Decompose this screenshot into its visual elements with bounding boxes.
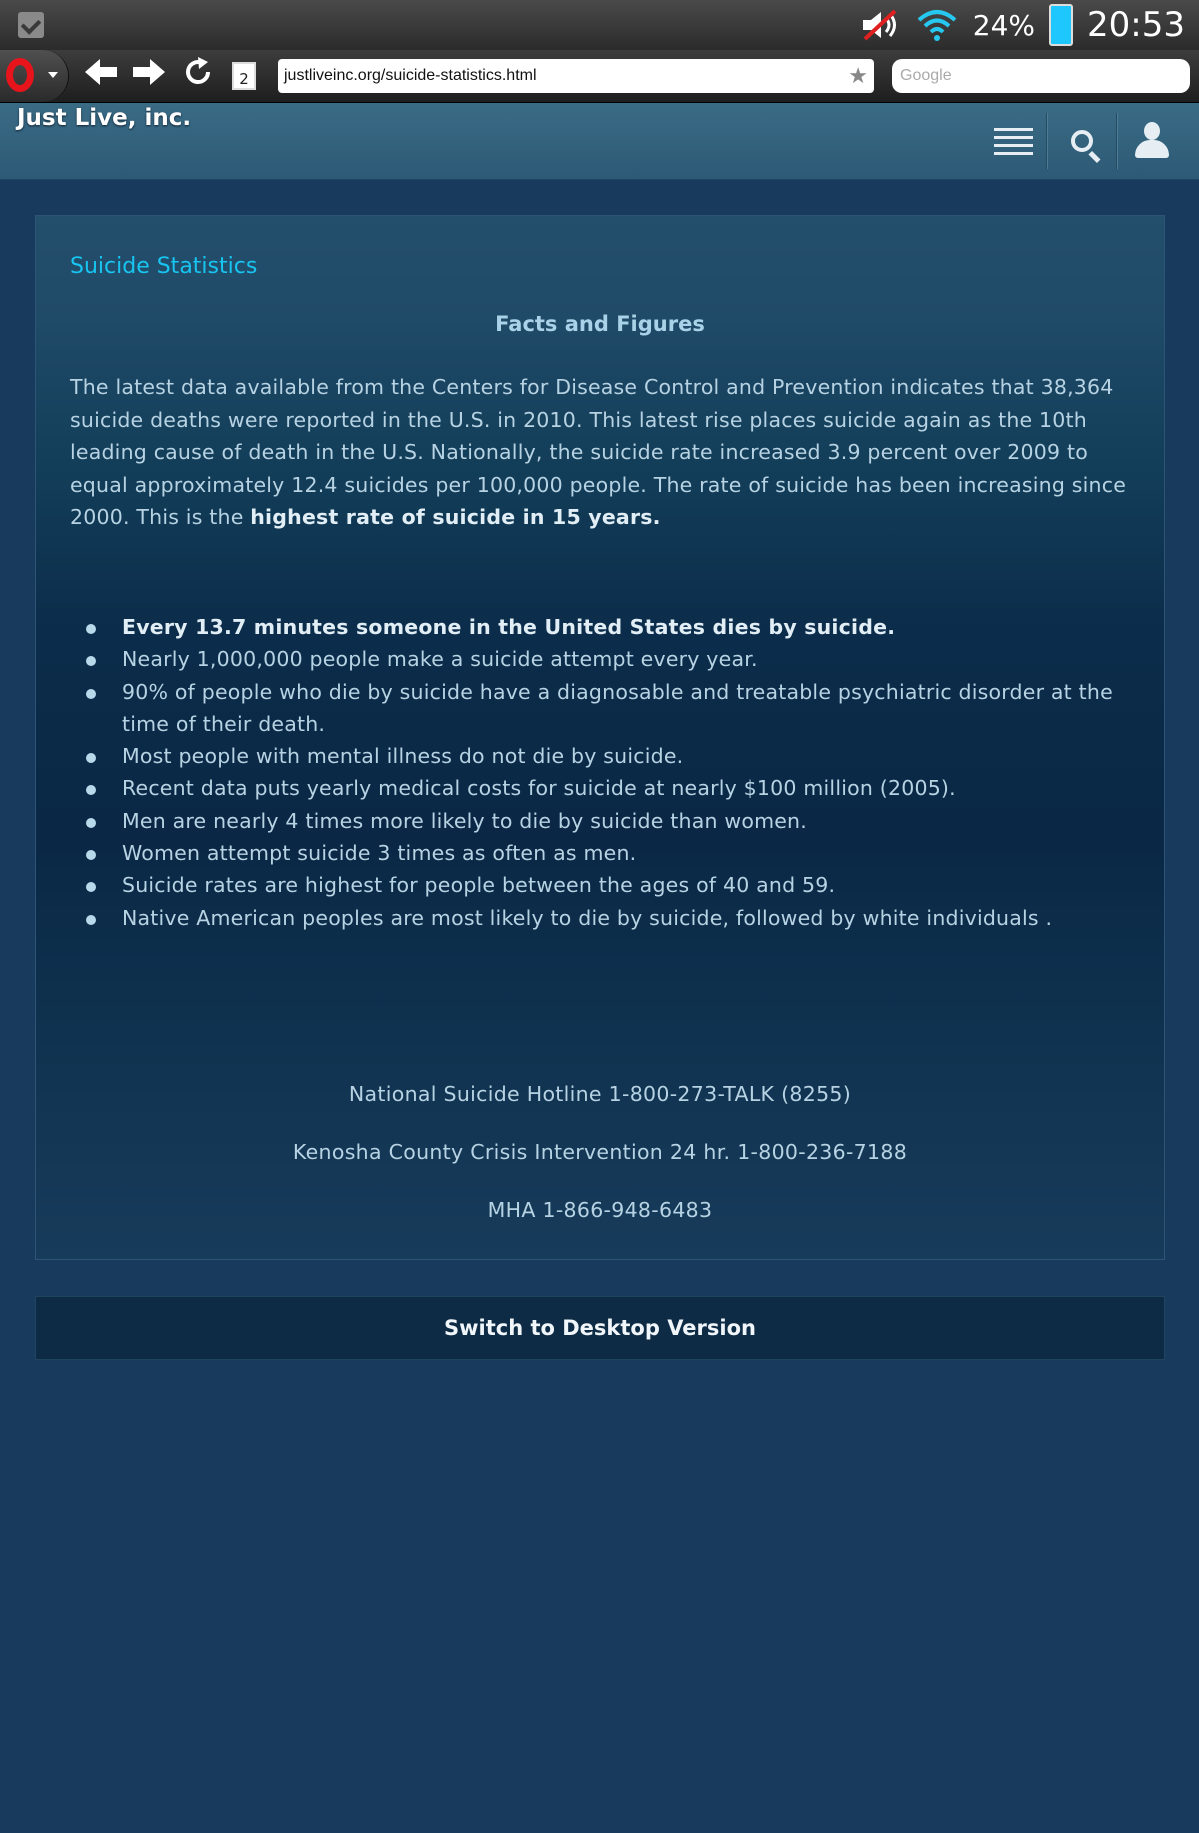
opera-menu-button[interactable] [0,50,69,102]
list-item: Recent data puts yearly medical costs for suicide at nearly $100 million (2005). [70,772,1140,804]
search-icon [1071,130,1093,152]
list-item: Suicide rates are highest for people between the ages of 40 and 59. [70,869,1140,901]
search-button[interactable] [1052,113,1112,169]
battery-percent: 24% [972,8,1036,42]
intro-paragraph [70,371,1130,534]
clock: 20:53 [1087,5,1185,45]
facts-list [70,611,1140,934]
reload-button[interactable] [178,56,218,96]
status-icons [861,0,1185,50]
user-icon [1133,122,1171,160]
hotlines [36,1082,1164,1256]
status-bar [0,0,1199,50]
intro-text: The latest data available from the Centers for Disease Control and Prevention indicates that 38,364 suicide deaths were reported in the U.S. in 2010. This latest rise places suicide again as the 10th leading cause of death in the U.S. Nationally, the suicide rate increased 3.9 percent over 2009 to equal approximately 12.4 suicides per 100,000 people. The rate of suicide has been increasing since 2000. This is the [70,375,1127,529]
forward-button[interactable] [128,56,168,96]
search-input[interactable]: Google [892,59,1190,93]
bookmark-star-icon[interactable]: ★ [848,63,868,88]
section-heading: Facts and Figures [495,312,705,336]
volume-muted-icon [861,9,901,41]
switch-to-desktop-button[interactable]: Switch to Desktop Version [35,1296,1165,1360]
user-button[interactable] [1122,113,1182,169]
menu-icon [1001,123,1033,160]
intro-bold-text: highest rate of suicide in 15 years. [250,505,661,529]
list-item: Every 13.7 minutes someone in the United States dies by suicide. [70,611,1140,643]
browser-toolbar [0,50,1199,103]
list-item: Nearly 1,000,000 people make a suicide attempt every year. [70,643,1140,675]
wifi-icon [915,8,959,42]
forward-icon [131,57,165,87]
opera-menu-icon [6,58,34,92]
url-input[interactable] [278,59,874,93]
site-title[interactable]: Just Live, inc. [17,105,192,131]
page-title: Suicide Statistics [70,254,258,279]
list-item: Native American peoples are most likely to die by suicide, followed by white individuals . [70,902,1140,934]
divider [1046,113,1047,169]
notification-check-icon[interactable] [18,12,44,38]
list-item: Men are nearly 4 times more likely to die by suicide than women. [70,805,1140,837]
hotline-mha: MHA 1-866-948-6483 [487,1198,713,1222]
divider [1116,113,1117,169]
url-text: justliveinc.org/suicide-statistics.html [284,67,537,84]
site-header [0,103,1199,180]
chevron-down-icon [48,72,58,78]
content-panel [35,215,1165,1260]
battery-charging-icon [1049,4,1073,46]
reload-icon [182,56,214,88]
hotline-national: National Suicide Hotline 1-800-273-TALK (8255) [348,1082,852,1106]
back-button[interactable] [82,56,122,96]
list-item: 90% of people who die by suicide have a diagnosable and treatable psychiatric disorder at the time of their death. [70,676,1140,741]
menu-button[interactable] [982,113,1042,169]
list-item: Women attempt suicide 3 times as often as men. [70,837,1140,869]
back-icon [85,57,119,87]
list-item: Most people with mental illness do not die by suicide. [70,740,1140,772]
hotline-kenosha: Kenosha County Crisis Intervention 24 hr. 1-800-236-7188 [292,1140,908,1164]
tabs-button[interactable]: 2 [232,62,256,90]
